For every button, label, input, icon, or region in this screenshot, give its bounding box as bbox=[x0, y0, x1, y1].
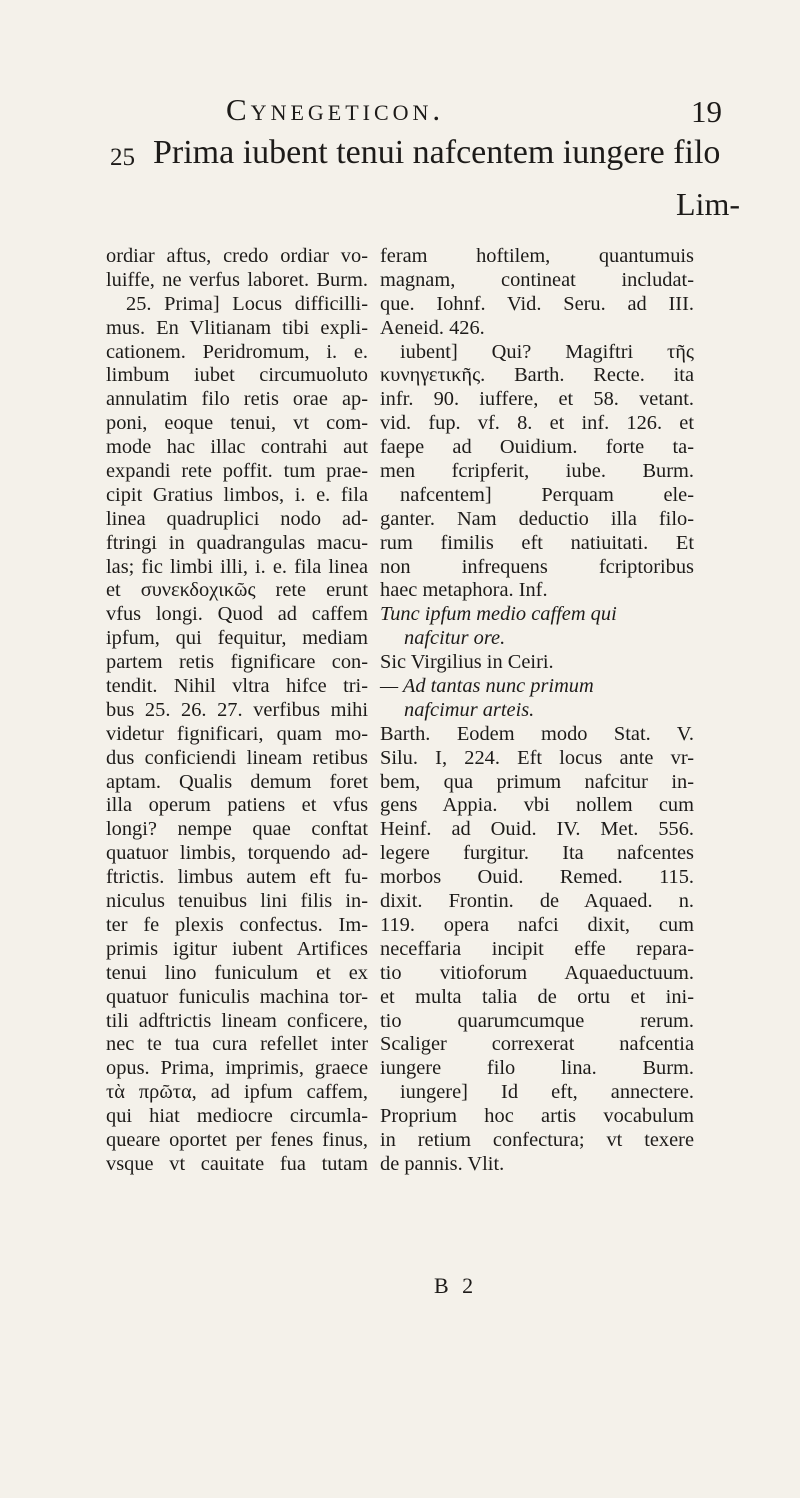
commentary-line: magnam, contineat includat- bbox=[380, 268, 694, 291]
commentary-line: iungere] Id eft, annectere. bbox=[400, 1081, 694, 1104]
commentary-line: τὰ πρῶτα, ad ipfum caffem, bbox=[106, 1081, 368, 1104]
commentary-line: infr. 90. iuffere, et 58. vetant. bbox=[380, 388, 694, 411]
commentary-line: ipfum, qui fequitur, mediam bbox=[106, 627, 368, 650]
commentary-line: Sic Virgilius in Ceiri. bbox=[380, 651, 554, 674]
commentary-line: nec te tua cura refellet inter bbox=[106, 1033, 368, 1056]
commentary-line: cationem. Peridromum, i. e. bbox=[106, 340, 368, 363]
commentary-line: Aeneid. 426. bbox=[380, 316, 485, 339]
commentary-line: longi? nempe quae conftat bbox=[106, 818, 368, 841]
quoted-verse-line: nafcitur ore. bbox=[404, 627, 506, 650]
commentary-line: feram hoftilem, quantumuis bbox=[380, 245, 694, 267]
commentary-line: mus. En Vlitianam tibi expli- bbox=[106, 316, 368, 339]
commentary-line: vfus longi. Quod ad caffem bbox=[106, 603, 368, 626]
quoted-verse-line: nafcimur arteis. bbox=[404, 698, 535, 721]
verse-line bbox=[0, 134, 800, 234]
commentary-line: non infrequens fcriptoribus bbox=[380, 555, 694, 578]
running-title: Cynegeticon. bbox=[226, 92, 445, 127]
commentary-line: vsque vt cauitate fua tutam bbox=[106, 1152, 368, 1175]
commentary-line: neceffaria incipit effe repara- bbox=[380, 937, 694, 960]
commentary-line: dus conficiendi lineam retibus bbox=[106, 746, 368, 769]
commentary-line: iubent] Qui? Magiftri τῆς bbox=[400, 340, 694, 363]
verse-text: Prima iubent tenui nafcentem iungere filo bbox=[153, 134, 721, 171]
commentary-line: ftringi in quadrangulas macu- bbox=[106, 531, 368, 554]
commentary-line: luiffe, ne verfus laboret. Burm. bbox=[106, 268, 368, 291]
commentary-line: tenui lino funiculum et ex bbox=[106, 961, 368, 984]
commentary-line: κυνηγετικῆς. Barth. Recte. ita bbox=[380, 364, 694, 387]
commentary-line: limbum iubet circumuoluto bbox=[106, 364, 368, 387]
commentary-line: faepe ad Ouidium. forte ta- bbox=[380, 436, 694, 459]
signature-mark: B 2 bbox=[434, 1273, 478, 1298]
commentary-line: tio vitioforum Aquaeductuum. bbox=[380, 961, 694, 984]
commentary-line: primis igitur iubent Artifices bbox=[106, 937, 368, 960]
commentary-line: partem retis fignificare con- bbox=[106, 651, 368, 674]
commentary-line: ftrictis. limbus autem eft fu- bbox=[106, 866, 368, 889]
commentary-line: linea quadruplici nodo ad- bbox=[106, 507, 368, 530]
commentary-line: legere furgitur. Ita nafcentes bbox=[380, 842, 694, 865]
commentary-line: aptam. Qualis demum foret bbox=[106, 770, 368, 793]
commentary-line: que. Iohnf. Vid. Seru. ad III. bbox=[380, 292, 694, 315]
commentary-right-column bbox=[380, 245, 694, 1177]
quoted-verse-line: Tunc ipfum medio caffem qui bbox=[380, 603, 617, 626]
commentary-line: illa operum patiens et vfus bbox=[106, 794, 368, 817]
commentary-line: vid. fup. vf. 8. et inf. 126. et bbox=[380, 412, 694, 435]
verse-number: 25 bbox=[110, 144, 135, 171]
commentary-line: bus 25. 26. 27. verfibus mihi bbox=[106, 698, 368, 721]
commentary-line: ter fe plexis confectus. Im- bbox=[106, 913, 368, 936]
commentary-line: morbos Ouid. Remed. 115. bbox=[380, 866, 694, 889]
commentary-line: mode hac illac contrahi aut bbox=[106, 436, 368, 459]
commentary-line: rum fimilis eft natiuitati. Et bbox=[380, 531, 694, 554]
commentary-line: qui hiat mediocre circumla- bbox=[106, 1105, 368, 1128]
commentary-line: dixit. Frontin. de Aquaed. n. bbox=[380, 890, 694, 913]
commentary-line: iungere filo lina. Burm. bbox=[380, 1057, 694, 1080]
commentary-line: las; fic limbi illi, i. e. fila linea bbox=[106, 555, 368, 578]
commentary-line: ordiar aftus, credo ordiar vo- bbox=[106, 245, 368, 267]
commentary-line: et multa talia de ortu et ini- bbox=[380, 985, 694, 1008]
commentary-line: tio quarumcumque rerum. bbox=[380, 1009, 694, 1032]
page-number: 19 bbox=[691, 94, 722, 129]
commentary-line: cipit Gratius limbos, i. e. fila bbox=[106, 483, 368, 506]
commentary-line: Heinf. ad Ouid. IV. Met. 556. bbox=[380, 818, 694, 841]
quoted-verse-line: — Ad tantas nunc primum bbox=[380, 675, 594, 698]
commentary-line: annulatim filo retis orae ap- bbox=[106, 388, 368, 411]
commentary-line: et συνεκδοχικῶς rete erunt bbox=[106, 579, 368, 602]
commentary-line: ganter. Nam deductio illa filo- bbox=[380, 507, 694, 530]
commentary-line: tendit. Nihil vltra hifce tri- bbox=[106, 675, 368, 698]
commentary-line: gens Appia. vbi nollem cum bbox=[380, 794, 694, 817]
commentary-line: bem, qua primum nafcitur in- bbox=[380, 770, 694, 793]
commentary-line: men fcripferit, iube. Burm. bbox=[380, 460, 694, 483]
commentary-line: nafcentem] Perquam ele- bbox=[400, 483, 694, 506]
commentary-line: queare oportet per fenes finus, bbox=[106, 1128, 368, 1151]
commentary-line: quatuor limbis, torquendo ad- bbox=[106, 842, 368, 865]
commentary-line: in retium confectura; vt texere bbox=[380, 1128, 694, 1151]
commentary-line: Silu. I, 224. Eft locus ante vr- bbox=[380, 746, 694, 769]
running-head bbox=[0, 92, 800, 132]
commentary-line: Proprium hoc artis vocabulum bbox=[380, 1105, 694, 1128]
commentary-line: poni, eoque tenui, vt com- bbox=[106, 412, 368, 435]
commentary-line: Scaliger correxerat nafcentia bbox=[380, 1033, 694, 1056]
commentary-line: de pannis. Vlit. bbox=[380, 1152, 505, 1175]
commentary-line: 119. opera nafci dixit, cum bbox=[380, 913, 694, 936]
verse-catchword: Lim- bbox=[676, 186, 740, 222]
commentary-line: videtur fignificari, quam mo- bbox=[106, 722, 368, 745]
commentary-line: tili adftrictis lineam conficere, bbox=[106, 1009, 368, 1032]
commentary-line: expandi rete poffit. tum prae- bbox=[106, 460, 368, 483]
commentary-line: 25. Prima] Locus difficilli- bbox=[126, 292, 368, 315]
commentary-left-column bbox=[106, 245, 368, 1177]
commentary-line: haec metaphora. Inf. bbox=[380, 579, 548, 602]
commentary-line: niculus tenuibus lini filis in- bbox=[106, 890, 368, 913]
commentary-line: quatuor funiculis machina tor- bbox=[106, 985, 368, 1008]
commentary-line: Barth. Eodem modo Stat. V. bbox=[380, 722, 694, 745]
commentary-line: opus. Prima, imprimis, graece bbox=[106, 1057, 368, 1080]
